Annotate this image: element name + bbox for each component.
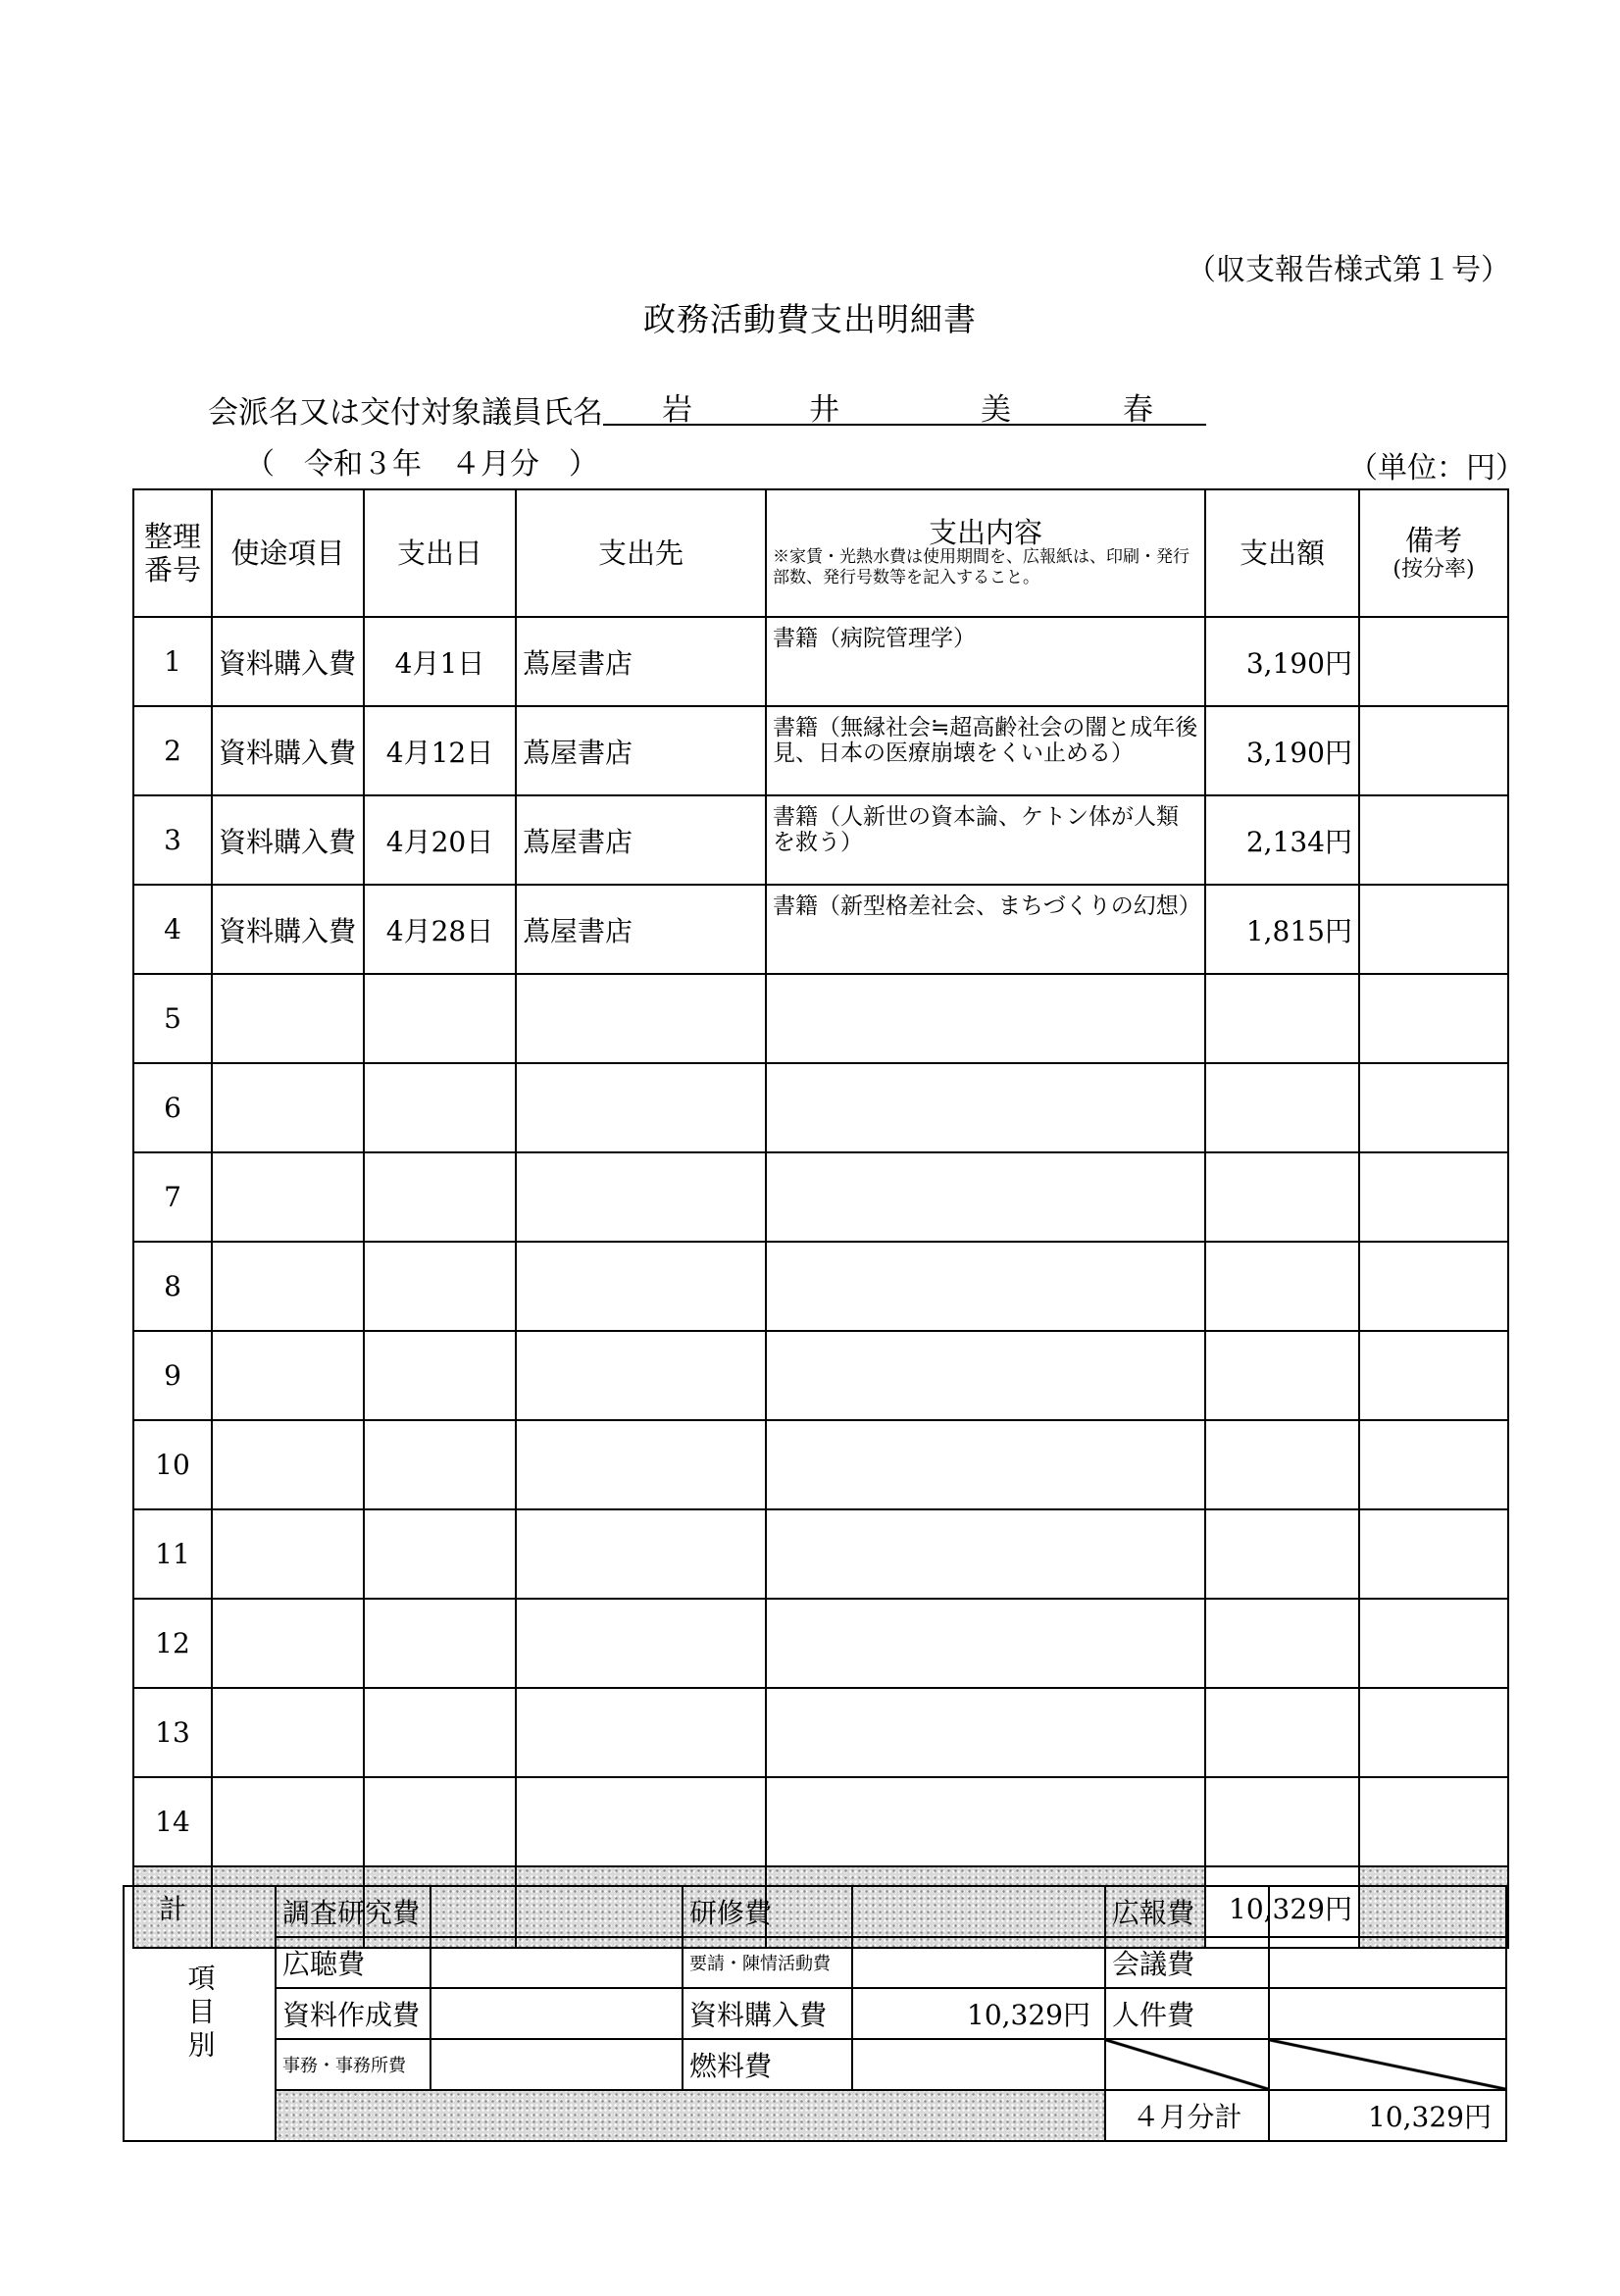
col-header-content-note: ※家賃・光熱水費は使用期間を、広報紙は、印刷・発行部数、発行号数等を記入すること。 [773,547,1190,587]
row-content [766,1242,1205,1331]
category-amount [430,1937,683,1988]
row-payee: 蔦屋書店 [516,617,766,706]
expense-row [133,706,1508,795]
row-usage [212,1599,364,1688]
expense-row [133,1777,1508,1866]
row-payee [516,1063,766,1152]
row-content: 書籍（新型格差社会、まちづくりの幻想） [766,885,1205,974]
row-number: 8 [133,1242,212,1331]
row-number: 10 [133,1420,212,1509]
category-name: 会議費 [1105,1937,1269,1988]
row-number: 5 [133,974,212,1063]
row-remarks [1359,1688,1508,1777]
row-amount [1205,1152,1359,1242]
row-date [364,974,516,1063]
row-date [364,1509,516,1599]
row-number: 14 [133,1777,212,1866]
row-amount [1205,1063,1359,1152]
category-amount [1269,1886,1506,1937]
category-amount [1269,1988,1506,2039]
category-amount [852,2039,1105,2090]
row-remarks [1359,1420,1508,1509]
member-name-char: 井 [809,392,839,428]
row-number: 1 [133,617,212,706]
row-date [364,1777,516,1866]
row-payee [516,1599,766,1688]
row-usage [212,1420,364,1509]
col-header-content-title: 支出内容 [928,516,1042,549]
member-name [603,383,1206,426]
row-usage [212,1063,364,1152]
row-payee [516,1420,766,1509]
col-header-remarks-sub: (按分率) [1392,557,1475,582]
expense-row [133,1599,1508,1688]
row-payee [516,1777,766,1866]
document-title: 政務活動費支出明細書 [643,300,977,338]
row-amount [1205,1420,1359,1509]
category-name: 研修費 [683,1886,852,1937]
category-amount [852,1886,1105,1937]
expense-row [133,1063,1508,1152]
unit-label: （単位：円） [1348,451,1525,485]
category-name: 広聴費 [276,1937,430,1988]
expense-row [133,1688,1508,1777]
row-amount [1205,1509,1359,1599]
category-name: 要請・陳情活動費 [683,1937,852,1988]
row-number: 7 [133,1152,212,1242]
row-content [766,1152,1205,1242]
category-name: 事務・事務所費 [276,2039,430,2090]
row-amount [1205,1777,1359,1866]
row-date: 4月28日 [364,885,516,974]
col-header-amount: 支出額 [1205,489,1359,617]
row-amount [1205,974,1359,1063]
expense-row [133,1152,1508,1242]
row-amount: 2,134円 [1205,795,1359,885]
member-label: 会派名又は交付対象議員氏名 [208,395,603,431]
member-name-char: 春 [1123,392,1153,428]
crossed-out-cell [1269,2039,1506,2090]
col-header-content [766,489,1205,617]
expense-row [133,617,1508,706]
row-remarks [1359,1152,1508,1242]
row-content [766,1509,1205,1599]
crossed-out-cell [1105,2039,1269,2090]
category-amount [430,2039,683,2090]
row-content [766,1063,1205,1152]
row-remarks [1359,1599,1508,1688]
row-content [766,1777,1205,1866]
row-number: 3 [133,795,212,885]
row-date [364,1242,516,1331]
row-number: 12 [133,1599,212,1688]
row-usage [212,974,364,1063]
row-content [766,1599,1205,1688]
month-total-amount: 10,329円 [1269,2090,1506,2141]
col-header-no-text: 整理番号 [143,520,201,587]
col-header-no [133,489,212,617]
row-payee: 蔦屋書店 [516,885,766,974]
month-total-label: ４月分計 [1105,2090,1269,2141]
col-header-remarks-title: 備考 [1404,524,1462,557]
row-content [766,1420,1205,1509]
row-content: 書籍（病院管理学） [766,617,1205,706]
category-name: 資料購入費 [683,1988,852,2039]
category-amount [430,1988,683,2039]
row-number: 6 [133,1063,212,1152]
row-amount: 3,190円 [1205,706,1359,795]
member-name-char: 美 [981,392,1011,428]
row-payee [516,974,766,1063]
row-usage: 資料購入費 [212,795,364,885]
row-number: 2 [133,706,212,795]
category-table [123,1885,1507,2142]
row-date: 4月1日 [364,617,516,706]
row-usage [212,1331,364,1420]
col-header-payee: 支出先 [516,489,766,617]
row-payee [516,1688,766,1777]
row-date [364,1152,516,1242]
category-amount: 10,329円 [852,1988,1105,2039]
col-header-remarks [1359,489,1508,617]
form-number: （収支報告様式第１号） [1187,253,1510,287]
row-remarks [1359,1777,1508,1866]
row-date [364,1599,516,1688]
row-number: 9 [133,1331,212,1420]
category-amount [852,1937,1105,1988]
row-amount: 3,190円 [1205,617,1359,706]
row-remarks [1359,885,1508,974]
category-name: 調査研究費 [276,1886,430,1937]
row-usage [212,1777,364,1866]
row-usage [212,1152,364,1242]
row-remarks [1359,974,1508,1063]
row-remarks [1359,1331,1508,1420]
row-payee [516,1509,766,1599]
row-content [766,1331,1205,1420]
row-content [766,1688,1205,1777]
row-date [364,1688,516,1777]
row-date [364,1063,516,1152]
row-remarks [1359,617,1508,706]
row-payee: 蔦屋書店 [516,706,766,795]
row-amount [1205,1599,1359,1688]
row-usage [212,1688,364,1777]
row-content [766,974,1205,1063]
row-usage: 資料購入費 [212,885,364,974]
category-name: 広報費 [1105,1886,1269,1937]
row-remarks [1359,706,1508,795]
expense-row [133,1242,1508,1331]
row-number: 13 [133,1688,212,1777]
row-amount [1205,1242,1359,1331]
expense-table [132,488,1509,1949]
row-usage [212,1242,364,1331]
row-number: 11 [133,1509,212,1599]
expense-row [133,1509,1508,1599]
row-payee [516,1242,766,1331]
expense-row [133,1420,1508,1509]
expense-row [133,1331,1508,1420]
row-date: 4月20日 [364,795,516,885]
category-amount [1269,1937,1506,1988]
row-payee [516,1152,766,1242]
row-usage: 資料購入費 [212,706,364,795]
row-remarks [1359,1509,1508,1599]
row-amount [1205,1331,1359,1420]
row-date: 4月12日 [364,706,516,795]
expense-row [133,795,1508,885]
period: （ 令和３年 ４月分 ） [245,447,598,482]
row-amount: 1,815円 [1205,885,1359,974]
row-payee [516,1331,766,1420]
category-name: 人件費 [1105,1988,1269,2039]
row-usage [212,1509,364,1599]
row-remarks [1359,795,1508,885]
total-amount: 10,329円 [1205,1866,1359,1948]
expense-row [133,885,1508,974]
row-number: 4 [133,885,212,974]
shaded-cell [276,2090,1105,2141]
row-date [364,1420,516,1509]
row-remarks [1359,1242,1508,1331]
category-name: 資料作成費 [276,1988,430,2039]
row-payee: 蔦屋書店 [516,795,766,885]
col-header-date: 支出日 [364,489,516,617]
row-content: 書籍（人新世の資本論、ケトン体が人類を救う） [766,795,1205,885]
category-name: 燃料費 [683,2039,852,2090]
col-header-usage: 使途項目 [212,489,364,617]
expense-row [133,974,1508,1063]
row-content: 書籍（無縁社会≒超高齢社会の闇と成年後見、日本の医療崩壊をくい止める） [766,706,1205,795]
row-remarks [1359,1063,1508,1152]
total-label: 計 [133,1866,212,1948]
row-date [364,1331,516,1420]
category-label: 項目別 [124,1886,276,2141]
member-name-char: 岩 [662,392,692,428]
category-amount [430,1886,683,1937]
row-amount [1205,1688,1359,1777]
row-usage: 資料購入費 [212,617,364,706]
